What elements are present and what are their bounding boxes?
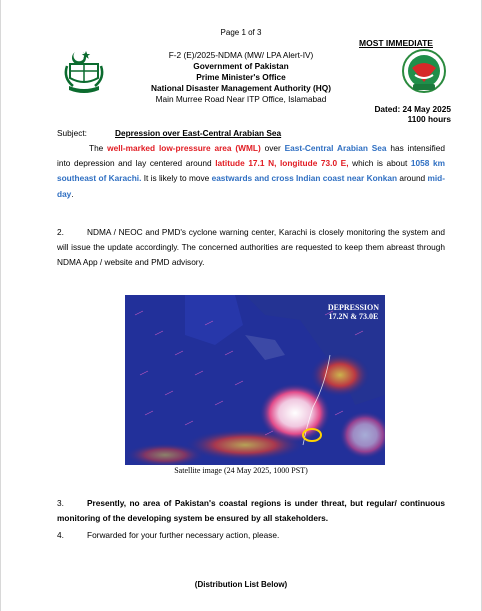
para1-text: which is about [348, 158, 411, 169]
time-text: 1100 hours [407, 114, 451, 124]
para1-highlight-time: mid-day [57, 173, 446, 199]
office-line: Prime Minister's Office [196, 72, 286, 82]
paragraph-1 [57, 141, 445, 202]
subject-line [57, 128, 281, 138]
para3-text: Presently, no area of Pakistan's coastal regions is under threat, but regular/ continuous monitoring of the developing system be ensured by all stakeholders. [57, 498, 445, 524]
para4-text: Forwarded for your further necessary action, please. [87, 530, 280, 540]
paragraph-4 [57, 528, 445, 543]
para2-text: NDMA / NEOC and PMD's cyclone warning center, Karachi is closely monitoring the system and will issue the update accordingly. The concerned authorities are requested to keep them abreast through NDMA App / website and PMD advisory. [57, 227, 445, 268]
para1-highlight-coordinates: latitude 17.1 N, longitude 73.0 E, [215, 158, 349, 169]
date-text: Dated: 24 May 2025 [374, 104, 451, 114]
para1-text: The [89, 143, 108, 153]
para1-text: . [71, 188, 74, 199]
subject-label: Subject: [57, 128, 87, 138]
reference-number: F-2 (E)/2025-NDMA (MW/ LPA Alert-IV) [168, 50, 314, 60]
para1-highlight-location: East-Central Arabian Sea [284, 143, 387, 153]
subject-text: Depression over East-Central Arabian Sea [115, 128, 282, 138]
para3-number: 3. [57, 498, 64, 508]
para1-highlight-wml: well-marked low-pressure area (WML) [107, 143, 261, 153]
para1-text: around [397, 173, 428, 184]
para4-number: 4. [57, 530, 64, 540]
para1-text: over [260, 143, 285, 153]
priority-label: MOST IMMEDIATE [359, 38, 433, 48]
para1-highlight-track: eastwards and cross Indian coast near Konkan [211, 173, 398, 184]
paragraph-3 [57, 496, 445, 526]
para1-highlight-distance: 1058 km southeast of Karachi. [57, 158, 445, 184]
government-line: Government of Pakistan [193, 61, 289, 71]
paragraph-2 [57, 225, 445, 271]
dated-block [355, 104, 451, 124]
satellite-image [125, 295, 385, 465]
page-number: Page 1 of 3 [220, 28, 262, 37]
address-line: Main Murree Road Near ITP Office, Islamabad [155, 94, 327, 104]
distribution-note: (Distribution List Below) [194, 580, 288, 589]
para1-text: It is likely to move [141, 173, 212, 184]
satellite-caption: Satellite image (24 May 2025, 1000 PST) [174, 466, 308, 475]
satellite-label-coordinates: 17.2N & 73.0E [328, 312, 379, 321]
satellite-label-title: DEPRESSION [327, 303, 379, 312]
satellite-label [328, 303, 379, 321]
para1-text: has intensified into depression and lay centered around [57, 143, 445, 169]
para2-number: 2. [57, 227, 64, 237]
authority-line: National Disaster Management Authority (HQ) [151, 83, 331, 93]
